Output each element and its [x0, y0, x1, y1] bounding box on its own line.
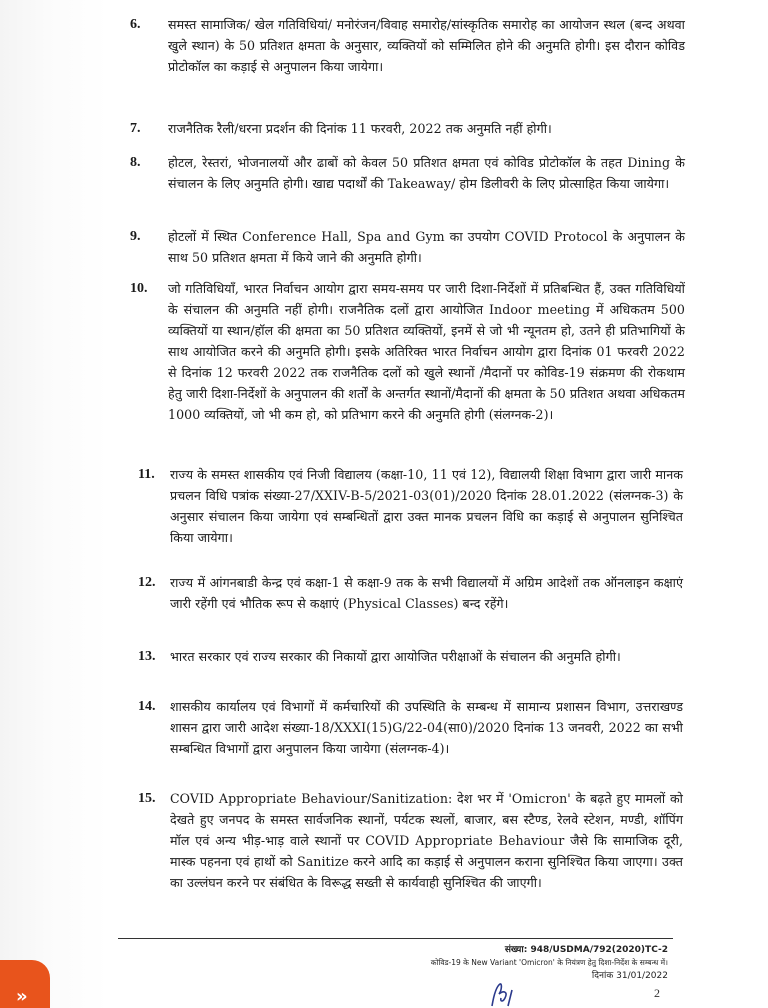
- clause-number: 6.: [130, 17, 141, 32]
- expand-button[interactable]: [0, 960, 50, 1008]
- clause-11: [138, 464, 683, 548]
- clause-number: 9.: [130, 229, 141, 244]
- clause-text: भारत सरकार एवं राज्य सरकार की निकायों द्वारा आयोजित परीक्षाओं के संचालन की अनुमति होगी।: [170, 649, 621, 664]
- double-chevron-icon: »: [16, 986, 25, 1007]
- clause-9: [130, 226, 685, 268]
- clause-text: COVID Appropriate Behaviour/Sanitization: देश भर में 'Omicron' के बढ़ते हुए मामलों को देखते हुए जनपद के समस्त सार्वजनिक स्थानों, पर्यटक स्थलों, बाजार, बस स्टैण्ड, रेलवे स्टेशन, मण्डी, शॉपिंग मॉल एवं अन्य भीड़-भाड़ वाले स्थानों पर COVID Appropriate Behaviour जैसे कि सामाजिक दूरी, मास्क पहनना एवं हाथों को Sanitize करने आदि का कड़ाई से अनुपालन कराना सुनिश्चित किया जाएगा। उक्त का उल्लंघन करने पर संबंधित के विरूद्ध सख्ती से कार्यवाही सुनिश्चित की जाएगी।: [170, 791, 683, 890]
- clause-text: राज्य में आंगनबाडी केन्द्र एवं कक्षा-1 से कक्षा-9 तक के सभी विद्यालयों में अग्रिम आदेशों तक ऑनलाइन कक्षाएं जारी रहेंगी एवं भौतिक रूप से कक्षाएं (Physical Classes) बन्द रहेंगे।: [170, 575, 683, 611]
- clause-6: [130, 14, 685, 77]
- footer-reference: संख्या: 948/USDMA/792(2020)TC-2: [504, 945, 668, 955]
- clause-10: [130, 278, 685, 425]
- clause-number: 15.: [138, 791, 156, 806]
- clause-12: [138, 572, 683, 614]
- clause-text: होटल, रेस्तरां, भोजनालयों और ढाबों को केवल 50 प्रतिशत क्षमता एवं कोविड प्रोटोकॉल के तहत Dining के संचालन के लिए अनुमति होगी। खाद्य पदार्थों की Takeaway/ होम डिलीवरी के लिए प्रोत्साहित किया जायेगा।: [168, 155, 685, 191]
- footer-date: दिनांक 31/01/2022: [591, 971, 668, 981]
- clause-7: [130, 118, 685, 139]
- clause-text: राजनैतिक रैली/धरना प्रदर्शन की दिनांक 11 फरवरी, 2022 तक अनुमति नहीं होगी।: [168, 121, 552, 136]
- clause-number: 8.: [130, 155, 141, 170]
- clause-number: 11.: [138, 467, 155, 482]
- clause-text: होटलों में स्थित Conference Hall, Spa and Gym का उपयोग COVID Protocol के अनुपालन के साथ 50 प्रतिशत क्षमता में किये जाने की अनुमति होगी।: [168, 229, 685, 265]
- clause-number: 14.: [138, 699, 156, 714]
- clause-text: समस्त सामाजिक/ खेल गतिविधियां/ मनोरंजन/विवाह समारोह/सांस्कृतिक समारोह का आयोजन स्थल (बन्द अथवा खुले स्थान) के 50 प्रतिशत क्षमता के अनुसार, व्यक्तियों को सम्मिलित होने की अनुमति होगी। इस दौरान कोविड प्रोटोकॉल का कड़ाई से अनुपालन किया जायेगा।: [168, 17, 685, 74]
- clause-number: 7.: [130, 121, 141, 136]
- footer-divider: [118, 938, 673, 939]
- clause-text: जो गतिविधियॉं, भारत निर्वाचन आयोग द्वारा समय-समय पर जारी दिशा-निर्देशों में प्रतिबन्धित हैं, उक्त गतिविधियों के संचालन की अनुमति नहीं होगी। राजनैतिक दलों द्वारा आयोजित Indoor meeting में अधिकतम 500 व्यक्तियों या स्थान/हॉल की क्षमता का 50 प्रतिशत व्यक्तियों, इनमें से जो भी न्यूनतम हो, उतने ही प्रतिभागियों के साथ आयोजित करने की अनुमति होगी। इसके अतिरिक्त भारत निर्वाचन आयोग द्वारा दिनांक 01 फरवरी 2022 से दिनांक 12 फरवरी 2022 तक राजनैतिक दलों को खुले स्थानों /मैदानों पर कोविड-19 संक्रमण की रोकथाम हेतु जारी दिशा-निर्देशों के अनुपालन की शर्तों के अन्तर्गत स्थानों/मैदानों की क्षमता के 50 प्रतिशत अथवा अधिकतम 1000 व्यक्तियों, जो भी कम हो, को प्रतिभाग करने की अनुमति होगी (संलग्नक-2)।: [168, 281, 685, 422]
- clause-14: [138, 696, 683, 759]
- clause-number: 13.: [138, 649, 156, 664]
- clause-13: [138, 646, 683, 667]
- clause-number: 12.: [138, 575, 156, 590]
- clause-8: [130, 152, 685, 194]
- page-number: 2: [654, 986, 660, 1000]
- clause-text: शासकीय कार्यालय एवं विभागों में कर्मचारियों की उपस्थिति के सम्बन्ध में सामान्य प्रशासन विभाग, उत्तराखण्ड शासन द्वारा जारी आदेश संख्या-18/XXXI(15)G/22-04(सा0)/2020 दिनांक 13 जनवरी, 2022 का सभी सम्बन्धित विभागों द्वारा अनुपालन किया जायेगा (संलग्नक-4)।: [170, 699, 683, 756]
- clause-text: राज्य के समस्त शासकीय एवं निजी विद्यालय (कक्षा-10, 11 एवं 12), विद्यालयी शिक्षा विभाग द्वारा जारी मानक प्रचलन विधि पत्रांक संख्या-27/XXIV-B-5/2021-03(01)/2020 दिनांक 28.01.2022 (संलग्नक-3) के अनुसार संचालन किया जायेगा एवं सम्बन्धितों द्वारा उक्त मानक प्रचलन विधि का कड़ाई से अनुपालन सुनिश्चित किया जायेगा।: [170, 467, 683, 545]
- footer-subject: कोविड-19 के New Variant 'Omicron' के नियंत्रण हेतु दिशा-निर्देश के सम्बन्ध में।: [430, 958, 668, 967]
- clause-number: 10.: [130, 281, 148, 296]
- signature-mark: [488, 980, 518, 1008]
- clause-15: [138, 788, 683, 893]
